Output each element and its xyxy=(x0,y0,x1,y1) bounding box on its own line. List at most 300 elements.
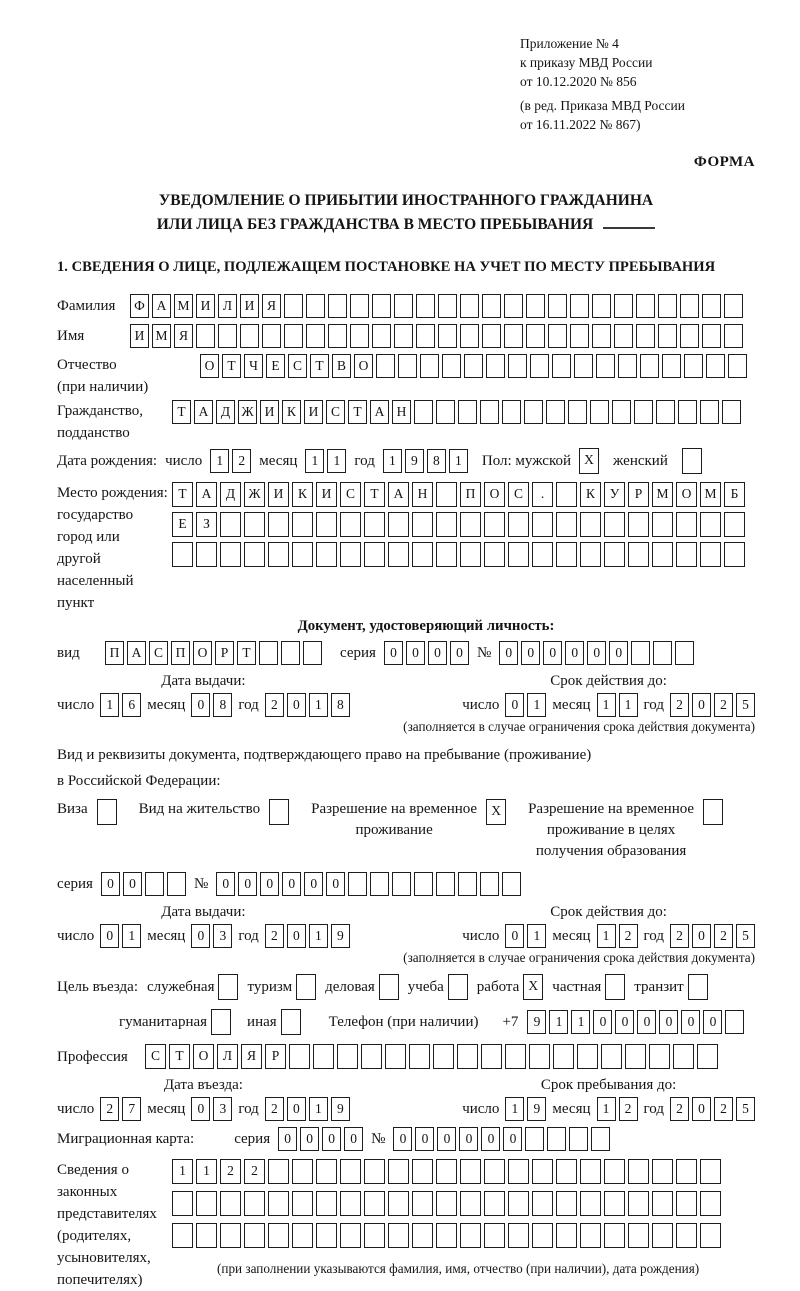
char-cell[interactable] xyxy=(484,1191,505,1216)
char-cell[interactable]: 0 xyxy=(393,1127,412,1151)
char-cell[interactable]: А xyxy=(194,400,213,424)
char-cell[interactable] xyxy=(292,512,313,537)
char-cell[interactable] xyxy=(482,324,501,348)
char-cell[interactable]: О xyxy=(676,482,697,507)
char-cell[interactable] xyxy=(700,400,719,424)
temp-residence-checkbox[interactable]: X xyxy=(486,799,506,825)
char-cell[interactable]: 2 xyxy=(265,924,284,948)
char-cell[interactable] xyxy=(340,512,361,537)
char-cell[interactable]: 0 xyxy=(505,924,524,948)
char-cell[interactable] xyxy=(628,542,649,567)
char-cell[interactable]: 1 xyxy=(597,1097,616,1121)
char-cell[interactable] xyxy=(480,400,499,424)
purpose-checkbox[interactable] xyxy=(281,1009,301,1035)
char-cell[interactable] xyxy=(700,1223,721,1248)
char-cell[interactable] xyxy=(675,641,694,665)
char-cell[interactable] xyxy=(591,1127,610,1151)
char-cell[interactable]: 0 xyxy=(428,641,447,665)
char-cell[interactable]: 2 xyxy=(244,1159,265,1184)
edu-residence-checkbox[interactable] xyxy=(703,799,723,825)
char-cell[interactable]: Т xyxy=(172,482,193,507)
char-cell[interactable]: 0 xyxy=(287,1097,306,1121)
char-cell[interactable]: 1 xyxy=(210,449,229,473)
char-cell[interactable] xyxy=(167,872,186,896)
char-cell[interactable] xyxy=(484,512,505,537)
char-cell[interactable] xyxy=(628,512,649,537)
char-cell[interactable] xyxy=(484,542,505,567)
char-cell[interactable] xyxy=(702,294,721,318)
char-cell[interactable]: 1 xyxy=(597,693,616,717)
char-cell[interactable] xyxy=(376,354,395,378)
male-checkbox[interactable]: X xyxy=(579,448,599,474)
char-cell[interactable]: 2 xyxy=(714,1097,733,1121)
char-cell[interactable] xyxy=(262,324,281,348)
char-cell[interactable] xyxy=(700,1191,721,1216)
char-cell[interactable] xyxy=(580,1223,601,1248)
char-cell[interactable]: 0 xyxy=(216,872,235,896)
char-cell[interactable] xyxy=(525,1127,544,1151)
char-cell[interactable]: Т xyxy=(222,354,241,378)
char-cell[interactable]: Р xyxy=(628,482,649,507)
char-cell[interactable]: 0 xyxy=(287,924,306,948)
char-cell[interactable]: 2 xyxy=(714,924,733,948)
char-cell[interactable]: 0 xyxy=(191,1097,210,1121)
char-cell[interactable] xyxy=(484,1223,505,1248)
char-cell[interactable] xyxy=(636,324,655,348)
char-cell[interactable] xyxy=(482,294,501,318)
char-cell[interactable] xyxy=(724,512,745,537)
char-cell[interactable]: З xyxy=(196,512,217,537)
char-cell[interactable] xyxy=(592,294,611,318)
char-cell[interactable]: 0 xyxy=(503,1127,522,1151)
char-cell[interactable]: Н xyxy=(412,482,433,507)
char-cell[interactable] xyxy=(678,400,697,424)
char-cell[interactable] xyxy=(673,1044,694,1069)
char-cell[interactable] xyxy=(436,482,457,507)
char-cell[interactable]: П xyxy=(460,482,481,507)
char-cell[interactable] xyxy=(532,542,553,567)
char-cell[interactable]: 2 xyxy=(670,1097,689,1121)
char-cell[interactable]: И xyxy=(260,400,279,424)
char-cell[interactable]: 3 xyxy=(213,1097,232,1121)
char-cell[interactable]: 9 xyxy=(331,1097,350,1121)
char-cell[interactable]: 0 xyxy=(406,641,425,665)
char-cell[interactable] xyxy=(196,1223,217,1248)
char-cell[interactable] xyxy=(416,294,435,318)
char-cell[interactable]: А xyxy=(370,400,389,424)
char-cell[interactable]: М xyxy=(700,482,721,507)
char-cell[interactable]: Р xyxy=(215,641,234,665)
char-cell[interactable] xyxy=(394,294,413,318)
title-blank-field[interactable] xyxy=(603,215,655,229)
char-cell[interactable]: 0 xyxy=(521,641,540,665)
char-cell[interactable]: 9 xyxy=(405,449,424,473)
char-cell[interactable] xyxy=(460,294,479,318)
char-cell[interactable]: Я xyxy=(262,294,281,318)
char-cell[interactable] xyxy=(337,1044,358,1069)
char-cell[interactable]: Т xyxy=(310,354,329,378)
char-cell[interactable] xyxy=(636,294,655,318)
char-cell[interactable]: 0 xyxy=(100,924,119,948)
char-cell[interactable] xyxy=(316,1223,337,1248)
char-cell[interactable] xyxy=(625,1044,646,1069)
char-cell[interactable] xyxy=(532,512,553,537)
char-cell[interactable] xyxy=(504,294,523,318)
char-cell[interactable] xyxy=(504,324,523,348)
char-cell[interactable]: Б xyxy=(724,482,745,507)
char-cell[interactable]: Я xyxy=(241,1044,262,1069)
char-cell[interactable]: 7 xyxy=(122,1097,141,1121)
purpose-checkbox[interactable] xyxy=(605,974,625,1000)
purpose-checkbox[interactable] xyxy=(688,974,708,1000)
char-cell[interactable] xyxy=(457,1044,478,1069)
char-cell[interactable]: И xyxy=(304,400,323,424)
char-cell[interactable] xyxy=(574,354,593,378)
char-cell[interactable] xyxy=(436,872,455,896)
char-cell[interactable]: 0 xyxy=(587,641,606,665)
char-cell[interactable] xyxy=(570,294,589,318)
char-cell[interactable]: 0 xyxy=(344,1127,363,1151)
char-cell[interactable] xyxy=(652,512,673,537)
char-cell[interactable] xyxy=(604,1191,625,1216)
char-cell[interactable] xyxy=(524,400,543,424)
char-cell[interactable] xyxy=(652,542,673,567)
char-cell[interactable] xyxy=(458,872,477,896)
char-cell[interactable] xyxy=(394,324,413,348)
char-cell[interactable] xyxy=(634,400,653,424)
char-cell[interactable]: М xyxy=(652,482,673,507)
char-cell[interactable] xyxy=(596,354,615,378)
char-cell[interactable] xyxy=(502,400,521,424)
char-cell[interactable] xyxy=(553,1044,574,1069)
char-cell[interactable] xyxy=(145,872,164,896)
char-cell[interactable]: Т xyxy=(172,400,191,424)
char-cell[interactable]: Т xyxy=(348,400,367,424)
char-cell[interactable]: 2 xyxy=(714,693,733,717)
char-cell[interactable] xyxy=(702,324,721,348)
char-cell[interactable]: С xyxy=(326,400,345,424)
char-cell[interactable]: П xyxy=(105,641,124,665)
char-cell[interactable]: 8 xyxy=(427,449,446,473)
char-cell[interactable] xyxy=(649,1044,670,1069)
char-cell[interactable] xyxy=(436,1223,457,1248)
char-cell[interactable]: К xyxy=(580,482,601,507)
char-cell[interactable]: 1 xyxy=(305,449,324,473)
char-cell[interactable] xyxy=(556,482,577,507)
char-cell[interactable]: 1 xyxy=(527,693,546,717)
char-cell[interactable] xyxy=(420,354,439,378)
char-cell[interactable] xyxy=(592,324,611,348)
char-cell[interactable]: А xyxy=(127,641,146,665)
char-cell[interactable] xyxy=(316,1191,337,1216)
char-cell[interactable]: У xyxy=(604,482,625,507)
char-cell[interactable] xyxy=(676,1191,697,1216)
char-cell[interactable] xyxy=(676,542,697,567)
char-cell[interactable] xyxy=(526,294,545,318)
char-cell[interactable]: И xyxy=(268,482,289,507)
char-cell[interactable]: 0 xyxy=(692,693,711,717)
char-cell[interactable]: Ч xyxy=(244,354,263,378)
char-cell[interactable]: 3 xyxy=(213,924,232,948)
char-cell[interactable]: 9 xyxy=(527,1010,546,1034)
char-cell[interactable]: В xyxy=(332,354,351,378)
purpose-checkbox[interactable] xyxy=(296,974,316,1000)
char-cell[interactable] xyxy=(196,1191,217,1216)
char-cell[interactable]: 2 xyxy=(619,924,638,948)
char-cell[interactable] xyxy=(700,542,721,567)
char-cell[interactable]: 0 xyxy=(322,1127,341,1151)
char-cell[interactable]: С xyxy=(340,482,361,507)
char-cell[interactable]: 1 xyxy=(571,1010,590,1034)
char-cell[interactable]: . xyxy=(532,482,553,507)
char-cell[interactable] xyxy=(530,354,549,378)
char-cell[interactable]: М xyxy=(152,324,171,348)
char-cell[interactable]: 0 xyxy=(609,641,628,665)
char-cell[interactable] xyxy=(316,512,337,537)
char-cell[interactable] xyxy=(653,641,672,665)
char-cell[interactable] xyxy=(722,400,741,424)
char-cell[interactable]: И xyxy=(130,324,149,348)
char-cell[interactable] xyxy=(552,354,571,378)
char-cell[interactable] xyxy=(372,324,391,348)
char-cell[interactable]: 2 xyxy=(670,924,689,948)
char-cell[interactable] xyxy=(460,324,479,348)
char-cell[interactable] xyxy=(240,324,259,348)
char-cell[interactable]: 0 xyxy=(593,1010,612,1034)
char-cell[interactable]: 2 xyxy=(619,1097,638,1121)
char-cell[interactable] xyxy=(556,512,577,537)
char-cell[interactable] xyxy=(289,1044,310,1069)
char-cell[interactable]: 2 xyxy=(220,1159,241,1184)
char-cell[interactable] xyxy=(284,294,303,318)
char-cell[interactable]: О xyxy=(354,354,373,378)
purpose-checkbox[interactable]: X xyxy=(523,974,543,1000)
char-cell[interactable] xyxy=(388,512,409,537)
char-cell[interactable]: 1 xyxy=(383,449,402,473)
char-cell[interactable]: 5 xyxy=(736,924,755,948)
char-cell[interactable] xyxy=(640,354,659,378)
char-cell[interactable] xyxy=(724,294,743,318)
char-cell[interactable] xyxy=(350,324,369,348)
char-cell[interactable]: М xyxy=(174,294,193,318)
char-cell[interactable] xyxy=(628,1191,649,1216)
char-cell[interactable] xyxy=(340,1191,361,1216)
char-cell[interactable] xyxy=(680,324,699,348)
char-cell[interactable] xyxy=(556,1223,577,1248)
char-cell[interactable] xyxy=(268,1191,289,1216)
char-cell[interactable]: 0 xyxy=(191,693,210,717)
char-cell[interactable] xyxy=(676,1223,697,1248)
char-cell[interactable]: Н xyxy=(392,400,411,424)
char-cell[interactable]: Ф xyxy=(130,294,149,318)
char-cell[interactable]: Т xyxy=(364,482,385,507)
char-cell[interactable] xyxy=(676,512,697,537)
char-cell[interactable] xyxy=(436,542,457,567)
char-cell[interactable] xyxy=(556,542,577,567)
char-cell[interactable] xyxy=(196,542,217,567)
female-checkbox[interactable] xyxy=(682,448,702,474)
char-cell[interactable] xyxy=(464,354,483,378)
char-cell[interactable]: 0 xyxy=(659,1010,678,1034)
char-cell[interactable]: 0 xyxy=(123,872,142,896)
char-cell[interactable] xyxy=(388,542,409,567)
char-cell[interactable] xyxy=(724,324,743,348)
char-cell[interactable] xyxy=(577,1044,598,1069)
char-cell[interactable] xyxy=(292,1223,313,1248)
char-cell[interactable] xyxy=(442,354,461,378)
char-cell[interactable] xyxy=(604,1223,625,1248)
char-cell[interactable] xyxy=(612,400,631,424)
char-cell[interactable]: А xyxy=(196,482,217,507)
char-cell[interactable]: О xyxy=(484,482,505,507)
visa-checkbox[interactable] xyxy=(97,799,117,825)
char-cell[interactable]: 0 xyxy=(300,1127,319,1151)
char-cell[interactable] xyxy=(316,542,337,567)
char-cell[interactable]: 1 xyxy=(196,1159,217,1184)
char-cell[interactable] xyxy=(486,354,505,378)
char-cell[interactable]: Т xyxy=(237,641,256,665)
char-cell[interactable] xyxy=(601,1044,622,1069)
char-cell[interactable]: 1 xyxy=(597,924,616,948)
char-cell[interactable] xyxy=(218,324,237,348)
char-cell[interactable] xyxy=(700,512,721,537)
char-cell[interactable] xyxy=(388,1191,409,1216)
char-cell[interactable]: Я xyxy=(174,324,193,348)
char-cell[interactable]: 0 xyxy=(481,1127,500,1151)
char-cell[interactable] xyxy=(628,1223,649,1248)
char-cell[interactable]: Ж xyxy=(238,400,257,424)
char-cell[interactable]: 9 xyxy=(527,1097,546,1121)
char-cell[interactable]: 0 xyxy=(282,872,301,896)
char-cell[interactable] xyxy=(569,1127,588,1151)
char-cell[interactable] xyxy=(604,512,625,537)
char-cell[interactable] xyxy=(313,1044,334,1069)
char-cell[interactable]: 0 xyxy=(692,924,711,948)
char-cell[interactable] xyxy=(409,1044,430,1069)
char-cell[interactable] xyxy=(392,872,411,896)
char-cell[interactable] xyxy=(268,542,289,567)
char-cell[interactable] xyxy=(547,1127,566,1151)
char-cell[interactable] xyxy=(328,324,347,348)
char-cell[interactable] xyxy=(306,324,325,348)
char-cell[interactable]: 1 xyxy=(327,449,346,473)
char-cell[interactable]: 2 xyxy=(232,449,251,473)
char-cell[interactable] xyxy=(502,872,521,896)
char-cell[interactable]: 0 xyxy=(384,641,403,665)
char-cell[interactable] xyxy=(570,324,589,348)
char-cell[interactable] xyxy=(292,542,313,567)
char-cell[interactable] xyxy=(656,400,675,424)
char-cell[interactable]: 0 xyxy=(415,1127,434,1151)
char-cell[interactable]: 1 xyxy=(619,693,638,717)
char-cell[interactable] xyxy=(244,1191,265,1216)
char-cell[interactable] xyxy=(658,294,677,318)
purpose-checkbox[interactable] xyxy=(211,1009,231,1035)
char-cell[interactable] xyxy=(292,1191,313,1216)
char-cell[interactable] xyxy=(303,641,322,665)
char-cell[interactable]: 2 xyxy=(670,693,689,717)
char-cell[interactable] xyxy=(460,542,481,567)
char-cell[interactable] xyxy=(614,324,633,348)
char-cell[interactable] xyxy=(725,1010,744,1034)
char-cell[interactable]: 1 xyxy=(309,924,328,948)
char-cell[interactable]: 1 xyxy=(449,449,468,473)
char-cell[interactable] xyxy=(728,354,747,378)
char-cell[interactable] xyxy=(618,354,637,378)
char-cell[interactable] xyxy=(631,641,650,665)
char-cell[interactable] xyxy=(508,1223,529,1248)
char-cell[interactable]: О xyxy=(200,354,219,378)
char-cell[interactable] xyxy=(568,400,587,424)
char-cell[interactable] xyxy=(340,542,361,567)
char-cell[interactable]: 1 xyxy=(549,1010,568,1034)
char-cell[interactable]: 1 xyxy=(100,693,119,717)
char-cell[interactable] xyxy=(548,294,567,318)
purpose-checkbox[interactable] xyxy=(448,974,468,1000)
char-cell[interactable]: 6 xyxy=(122,693,141,717)
char-cell[interactable] xyxy=(614,294,633,318)
char-cell[interactable] xyxy=(364,1223,385,1248)
char-cell[interactable]: 1 xyxy=(172,1159,193,1184)
char-cell[interactable]: И xyxy=(316,482,337,507)
char-cell[interactable] xyxy=(328,294,347,318)
char-cell[interactable]: 2 xyxy=(100,1097,119,1121)
char-cell[interactable] xyxy=(220,512,241,537)
char-cell[interactable] xyxy=(364,1191,385,1216)
char-cell[interactable] xyxy=(508,512,529,537)
char-cell[interactable] xyxy=(480,872,499,896)
char-cell[interactable] xyxy=(372,294,391,318)
char-cell[interactable]: 0 xyxy=(326,872,345,896)
char-cell[interactable] xyxy=(416,324,435,348)
char-cell[interactable] xyxy=(172,542,193,567)
purpose-checkbox[interactable] xyxy=(379,974,399,1000)
char-cell[interactable] xyxy=(361,1044,382,1069)
char-cell[interactable] xyxy=(398,354,417,378)
char-cell[interactable] xyxy=(548,324,567,348)
char-cell[interactable] xyxy=(172,1223,193,1248)
char-cell[interactable]: О xyxy=(193,641,212,665)
char-cell[interactable] xyxy=(532,1223,553,1248)
char-cell[interactable] xyxy=(259,641,278,665)
char-cell[interactable]: Е xyxy=(266,354,285,378)
char-cell[interactable] xyxy=(220,1223,241,1248)
char-cell[interactable] xyxy=(220,1191,241,1216)
char-cell[interactable] xyxy=(412,1191,433,1216)
char-cell[interactable] xyxy=(580,512,601,537)
char-cell[interactable] xyxy=(706,354,725,378)
char-cell[interactable]: С xyxy=(508,482,529,507)
purpose-checkbox[interactable] xyxy=(218,974,238,1000)
char-cell[interactable]: 1 xyxy=(122,924,141,948)
char-cell[interactable]: 5 xyxy=(736,1097,755,1121)
char-cell[interactable] xyxy=(580,542,601,567)
char-cell[interactable] xyxy=(433,1044,454,1069)
char-cell[interactable] xyxy=(436,400,455,424)
char-cell[interactable] xyxy=(529,1044,550,1069)
char-cell[interactable]: 2 xyxy=(265,1097,284,1121)
char-cell[interactable]: 1 xyxy=(309,1097,328,1121)
char-cell[interactable] xyxy=(370,872,389,896)
char-cell[interactable]: А xyxy=(152,294,171,318)
char-cell[interactable] xyxy=(481,1044,502,1069)
char-cell[interactable]: 2 xyxy=(265,693,284,717)
char-cell[interactable] xyxy=(697,1044,718,1069)
char-cell[interactable]: 0 xyxy=(191,924,210,948)
char-cell[interactable]: К xyxy=(292,482,313,507)
char-cell[interactable]: 0 xyxy=(499,641,518,665)
char-cell[interactable] xyxy=(412,1223,433,1248)
